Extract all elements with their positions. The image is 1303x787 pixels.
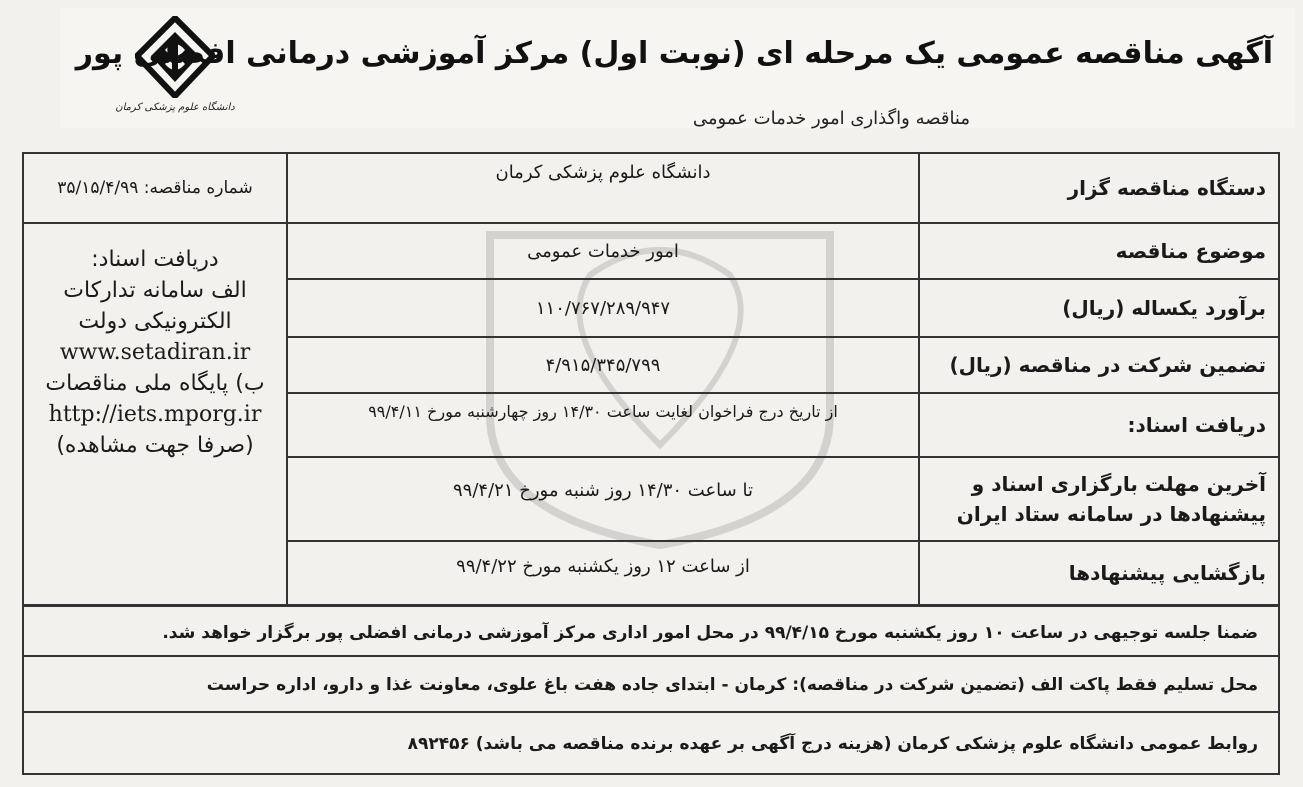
notice-title: آگهی مناقصه عمومی یک مرحله ای (نوبت اول) مرکز آموزشی درمانی افضلی پور <box>75 36 1273 71</box>
row-label: دستگاه مناقصه گزار <box>919 153 1279 223</box>
row-label: آخرین مهلت بارگزاری اسناد و پیشنهادها در سامانه ستاد ایران <box>919 457 1279 541</box>
tender-number-text: شماره مناقصه: ۳۵/۱۵/۴/۹۹ <box>57 178 253 198</box>
row-value: دانشگاه علوم پزشکی کرمان <box>287 153 919 223</box>
tender-details-table <box>22 152 1280 606</box>
row-label: دریافت اسناد: <box>919 393 1279 457</box>
side-line: الکترونیکی دولت <box>78 309 232 334</box>
side-line: الف سامانه تدارکات <box>63 278 247 303</box>
public-relations-note: روابط عمومی دانشگاه علوم پزشکی کرمان (هزینه درج آگهی بر عهده برنده مناقصه می باشد) ۸۹۲۴۵۶ <box>22 713 1280 775</box>
row-value: ۴/۹۱۵/۳۴۵/۷۹۹ <box>287 337 919 393</box>
row-label: تضمین شرکت در مناقصه (ریال) <box>919 337 1279 393</box>
briefing-session-note: ضمنا جلسه توجیهی در ساعت ۱۰ روز یکشنبه مورخ ۹۹/۴/۱۵ در محل امور اداری مرکز آموزشی درمانی افضلی پور برگزار خواهد شد. <box>22 605 1280 657</box>
iets-link[interactable]: http://iets.mporg.ir <box>48 402 262 427</box>
row-label: موضوع مناقصه <box>919 223 1279 279</box>
row-value: از تاریخ درج فراخوان لغایت ساعت ۱۴/۳۰ روز چهارشنبه مورخ ۹۹/۴/۱۱ <box>287 393 919 457</box>
row-value: ۱۱۰/۷۶۷/۲۸۹/۹۴۷ <box>287 279 919 337</box>
side-line: (صرفا جهت مشاهده) <box>56 433 254 458</box>
notice-header <box>60 8 1295 128</box>
side-line: دریافت اسناد: <box>91 247 219 272</box>
row-value: امور خدمات عمومی <box>287 223 919 279</box>
document-sources-box <box>23 223 287 605</box>
tender-number <box>23 153 287 223</box>
table-row <box>23 153 1279 223</box>
row-value: تا ساعت ۱۴/۳۰ روز شنبه مورخ ۹۹/۴/۲۱ <box>287 457 919 541</box>
university-logo <box>100 16 250 126</box>
table-row <box>23 223 1279 279</box>
side-line: ب) پایگاه ملی مناقصات <box>45 371 265 396</box>
delivery-location-note: محل تسلیم فقط پاکت الف (تضمین شرکت در مناقصه): کرمان - ابتدای جاده هفت باغ علوی، معاونت غذا و دارو، اداره حراست <box>22 657 1280 713</box>
row-label: برآورد یکساله (ریال) <box>919 279 1279 337</box>
row-label: بازگشایی پیشنهادها <box>919 541 1279 605</box>
logo-caption: دانشگاه علوم پزشکی کرمان <box>115 102 235 113</box>
notice-subtitle: مناقصه واگذاری امور خدمات عمومی <box>692 108 970 129</box>
setadiran-link[interactable]: www.setadiran.ir <box>59 340 251 365</box>
row-value: از ساعت ۱۲ روز یکشنبه مورخ ۹۹/۴/۲۲ <box>287 541 919 605</box>
